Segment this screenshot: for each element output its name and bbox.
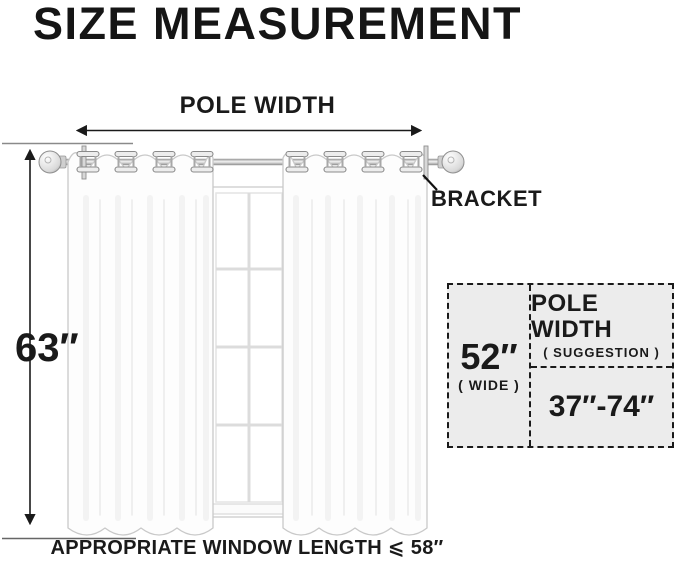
curtain-width-value: 52″ [460,335,518,377]
size-suggestion-box [447,283,674,448]
pole-width-suggestion-subtitle: ( SUGGESTION ) [543,345,660,361]
pole-width-suggestion-title: POLE WIDTH [531,289,613,343]
window-length-note: APPROPRIATE WINDOW LENGTH ⩽ 58″ [50,537,444,559]
curtain-length-label: 63″ [15,326,79,370]
curtain-width-cell [449,285,531,446]
curtain-panel-right [283,154,427,535]
pole-width-suggestion-cell [531,285,672,368]
bracket-right [424,146,428,179]
curtain-panel-left [68,153,213,535]
page-title: SIZE MEASUREMENT [33,0,523,49]
window-sill [202,504,296,514]
curtain-width-note: ( WIDE ) [458,377,520,394]
bracket-label: BRACKET [431,186,543,211]
pole-width-label: POLE WIDTH [179,92,336,119]
pole-width-column [531,285,672,446]
window-illustration [202,187,296,517]
finial-left [39,151,66,173]
finial-right [438,151,464,173]
pole-width-range-value: 37″-74″ [548,390,655,423]
pole-width-range-cell [531,368,672,446]
